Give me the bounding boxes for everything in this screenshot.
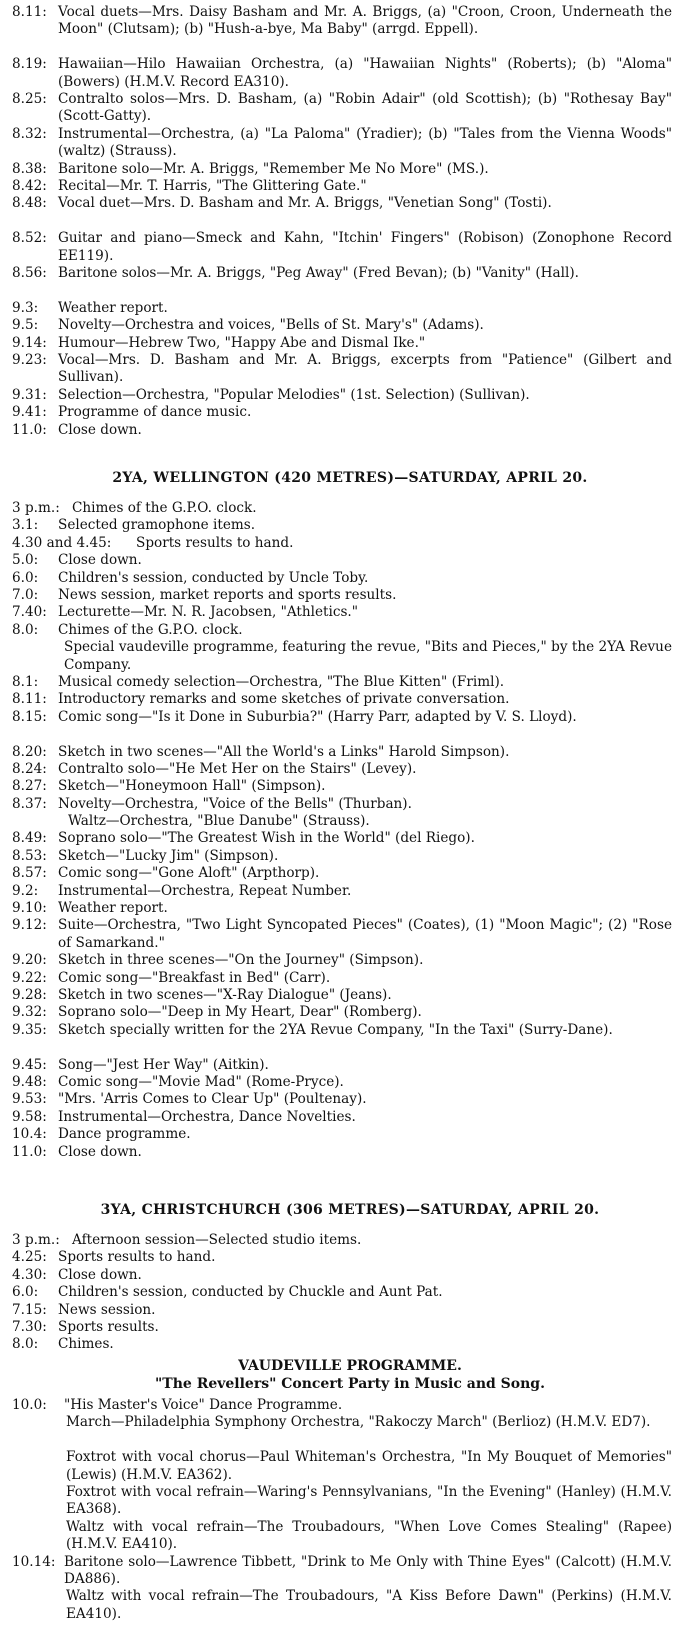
list-item: 8.1: Musical comedy selection—Orchestra, "The Blue Kitten" (Friml). [12,673,505,690]
list-item: 9.28: Sketch in two scenes—"X-Ray Dialogue" (Jeans). [12,986,392,1003]
list-item: 8.37: Novelty—Orchestra, "Voice of the Bells" (Thurban). [12,795,412,812]
list-item: 8.11: Vocal duets—Mrs. Daisy Basham and Mr. A. Briggs, (a) "Croon, Croon, Underneath the Moon" (Clutsam); (b) "Hush-a-bye, Ma Baby" (arrgd. Eppell). [12,4,672,38]
list-item: Special vaudeville programme, featuring the revue, "Bits and Pieces," by the 2YA Revue Company. [64,639,672,673]
list-item: 9.58: Instrumental—Orchestra, Dance Novelties. [12,1108,356,1125]
list-item: 8.0: Chimes of the G.P.O. clock. [12,621,243,638]
programme-section-2ya [0,500,700,1161]
programme-section-vaudeville [0,1397,700,1623]
list-item: March—Philadelphia Symphony Orchestra, "Rakoczy March" (Berlioz) (H.M.V. ED7). [66,1414,651,1431]
list-item: 7.40: Lecturette—Mr. N. R. Jacobsen, "Athletics." [12,604,359,621]
list-item: 8.57: Comic song—"Gone Aloft" (Arpthorp). [12,865,320,882]
list-item: 9.2: Instrumental—Orchestra, Repeat Number. [12,882,352,899]
list-item: 8.56: Baritone solos—Mr. A. Briggs, "Peg Away" (Fred Bevan); (b) "Vanity" (Hall). [12,264,579,281]
list-item: 8.24: Contralto solo—"He Met Her on the Stairs" (Levey). [12,760,417,777]
list-item: 9.12: Suite—Orchestra, "Two Light Syncopated Pieces" (Coates), (1) "Moon Magic"; (2) "Rose of Samarkand." [12,917,672,951]
list-item: 5.0: Close down. [12,552,142,569]
list-item: 9.5: Novelty—Orchestra and voices, "Bells of St. Mary's" (Adams). [12,317,484,334]
list-item: 10.14: Baritone solo—Lawrence Tibbett, "Drink to Me Only with Thine Eyes" (Calcott) (H.M.V. DA886). [12,1553,672,1587]
list-item: 9.48: Comic song—"Movie Mad" (Rome-Pryce). [12,1073,344,1090]
list-item: 9.41: Programme of dance music. [12,404,252,421]
list-item: 9.22: Comic song—"Breakfast in Bed" (Carr). [12,969,331,986]
list-item: 3 p.m.: Chimes of the G.P.O. clock. [12,500,257,516]
list-item: 10.0: "His Master's Voice" Dance Programme. [12,1397,343,1413]
list-item: Waltz with vocal refrain—The Troubadours, "When Love Comes Stealing" (Rapee) (H.M.V. EA410). [66,1518,672,1553]
list-item: 8.38: Baritone solo—Mr. A. Briggs, "Remember Me No More" (MS.). [12,160,489,177]
list-item: 8.15: Comic song—"Is it Done in Suburbia?" (Harry Parr, adapted by V. S. Lloyd). [12,708,577,725]
list-item: 8.20: Sketch in two scenes—"All the World's a Links" Harold Simpson). [12,743,510,760]
list-item: 8.11: Introductory remarks and some sketches of private conversation. [12,691,510,708]
list-item: 8.25: Contralto solos—Mrs. D. Basham, (a) "Robin Adair" (old Scottish); (b) "Rothesay Bay" (Scott-Gatty). [12,90,672,125]
list-item: 7.30: Sports results. [12,1318,159,1335]
list-item: 8.42: Recital—Mr. T. Harris, "The Glittering Gate." [12,177,367,194]
list-item: 8.32: Instrumental—Orchestra, (a) "La Paloma" (Yradier); (b) "Tales from the Vienna Woods" (waltz) (Strauss). [12,125,672,160]
list-item: 4.25: Sports results to hand. [12,1249,216,1266]
list-item: 6.0: Children's session, conducted by Chuckle and Aunt Pat. [12,1284,443,1301]
list-item: 9.35: Sketch specially written for the 2YA Revue Company, "In the Taxi" (Surry-Dane). [12,1021,613,1038]
list-item: Foxtrot with vocal refrain—Waring's Pennsylvanians, "In the Evening" (Hanley) (H.M.V. EA368). [66,1483,672,1518]
list-item: 11.0: Close down. [12,421,142,438]
list-item: 8.19: Hawaiian—Hilo Hawaiian Orchestra, (a) "Hawaiian Nights" (Roberts); (b) "Aloma" (Bowers) (H.M.V. Record EA310). [12,56,672,90]
list-item: 8.27: Sketch—"Honeymoon Hall" (Simpson). [12,778,326,795]
list-item: 11.0: Close down. [12,1143,142,1160]
list-item: 9.45: Song—"Jest Her Way" (Aitkin). [12,1056,269,1073]
list-item: 9.32: Soprano solo—"Deep in My Heart, Dear" (Romberg). [12,1004,422,1021]
list-item: 9.3: Weather report. [12,299,168,316]
vaudeville-subtitle: "The Revellers" Concert Party in Music and Song. [155,1376,545,1392]
list-item: Waltz with vocal refrain—The Troubadours, "A Kiss Before Dawn" (Perkins) (H.M.V. EA410). [66,1588,672,1622]
list-item: 4.30: Close down. [12,1266,142,1283]
section-heading-2ya: 2YA, WELLINGTON (420 METRES)—SATURDAY, APRIL 20. [112,470,588,486]
list-item: 8.49: Soprano solo—"The Greatest Wish in the World" (del Riego). [12,830,475,847]
programme-section-1 [0,4,700,439]
list-item: 7.15: News session. [12,1301,156,1318]
list-item: 9.53: "Mrs. 'Arris Comes to Clear Up" (Poultenay). [12,1091,367,1108]
list-item: 8.0: Chimes. [12,1336,114,1353]
list-item: 3.1: Selected gramophone items. [12,517,256,534]
list-item: 8.48: Vocal duet—Mrs. D. Basham and Mr. A. Briggs, "Venetian Song" (Tosti). [12,195,552,212]
list-item: 8.53: Sketch—"Lucky Jim" (Simpson). [12,847,279,864]
vaudeville-title: VAUDEVILLE PROGRAMME. [238,1358,462,1374]
list-item: 9.23: Vocal—Mrs. D. Basham and Mr. A. Briggs, excerpts from "Patience" (Gilbert and Sullivan). [12,351,672,386]
section-heading-3ya: 3YA, CHRISTCHURCH (306 METRES)—SATURDAY, APRIL 20. [100,1202,600,1218]
list-item: 9.31: Selection—Orchestra, "Popular Melodies" (1st. Selection) (Sullivan). [12,386,530,403]
list-item: 7.0: News session, market reports and sports results. [12,586,397,603]
list-item: 4.30 and 4.45: Sports results to hand. [12,534,294,551]
programme-section-3ya [0,1232,700,1354]
list-item: 10.4: Dance programme. [12,1126,191,1143]
list-item: 8.52: Guitar and piano—Smeck and Kahn, "Itchin' Fingers" (Robison) (Zonophone Record EE119). [12,230,672,264]
list-item: 9.14: Humour—Hebrew Two, "Happy Abe and Dismal Ike." [12,334,426,351]
list-item: 3 p.m.: Afternoon session—Selected studio items. [12,1232,362,1248]
list-item: 9.10: Weather report. [12,900,168,917]
list-item: 6.0: Children's session, conducted by Uncle Toby. [12,569,369,586]
list-item: 9.20: Sketch in three scenes—"On the Journey" (Simpson). [12,952,424,969]
list-item: Waltz—Orchestra, "Blue Danube" (Strauss). [68,813,370,830]
list-item: Foxtrot with vocal chorus—Paul Whiteman's Orchestra, "In My Bouquet of Memories" (Lewis) (H.M.V. EA362). [66,1449,672,1483]
